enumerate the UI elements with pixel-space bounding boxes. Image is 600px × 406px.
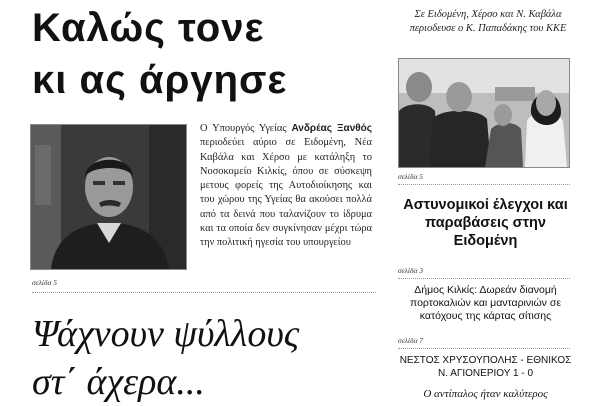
sidebar-story-2-page-ref: σελίδα 7 (398, 336, 424, 345)
sidebar-story-2-headline: Δήμος Κιλκίς: Δωρεάν διανομή πορτοκαλιών και μανταρινιών σε κατόχους της κάρτας σίτισης (409, 284, 562, 322)
main-headline-line-2: κι ας άργησε (32, 58, 288, 102)
minister-portrait-image (31, 125, 186, 269)
sidebar-kicker-line-1: Σε Ειδομένη, Χέρσο και Ν. Καβάλα (414, 9, 562, 20)
second-headline (32, 310, 380, 406)
sidebar-story-4-headline: Ο αντίπαλος ήταν καλύτερος (423, 388, 548, 400)
sidebar-photo-page-ref: σελίδα 5 (398, 172, 424, 181)
sidebar-photo (398, 58, 570, 168)
main-story-divider (32, 292, 376, 293)
sidebar-story-1-page-ref: σελίδα 3 (398, 266, 424, 275)
sidebar-divider-1 (398, 184, 570, 185)
sidebar-divider-2 (398, 278, 570, 279)
article-intro: Ο Υπουργός Υγείας (200, 123, 292, 134)
sidebar-story-1-headline: Αστυνομικοί έλεγχοι και παραβάσεις στην Ειδομένη (403, 197, 568, 249)
main-headline-line-1: Καλώς τονε (32, 6, 265, 50)
article-person-name: Ανδρέας Ξανθός (291, 123, 372, 134)
main-story-page-ref: σελίδα 5 (32, 278, 58, 287)
group-photo-image (399, 59, 569, 167)
sidebar-kicker (398, 8, 578, 36)
second-headline-line-2: στ΄ άχερα... (32, 361, 205, 403)
sidebar-story-3-headline: ΝΕΣΤΟΣ ΧΡΥΣΟΥΠΟΛΗΣ - ΕΘΝΙΚΟΣ Ν. ΑΓΙΟΝΕΡΙΟΥ 1 - 0 (399, 355, 572, 379)
article-body: περιοδεύει αύριο σε Ειδομένη, Νέα Καβάλα και Χέρσο με κατάληξη το Νοσοκομείο Κιλκίς, όπου σε σύσκεψη μετους φορείς της Αυτοδιοίκησης και του χώρου της Υγείας θα ακούσει πολλά από τα δεινά που ταλανίζουν το ίδρυμα και τα οποία δεν συγκίνησαν μέχρι τώρα την πολιτική ηγεσία του υπουργείου (200, 137, 372, 249)
sidebar-divider-3 (398, 348, 570, 349)
second-headline-line-1: Ψάχνουν ψύλλους (32, 313, 300, 355)
minister-photo (30, 124, 187, 270)
main-article-text (200, 122, 372, 251)
main-headline (32, 2, 372, 106)
sidebar-kicker-line-2: περιοδευσε ο Κ. Παπαδάκης του ΚΚΕ (409, 23, 567, 34)
